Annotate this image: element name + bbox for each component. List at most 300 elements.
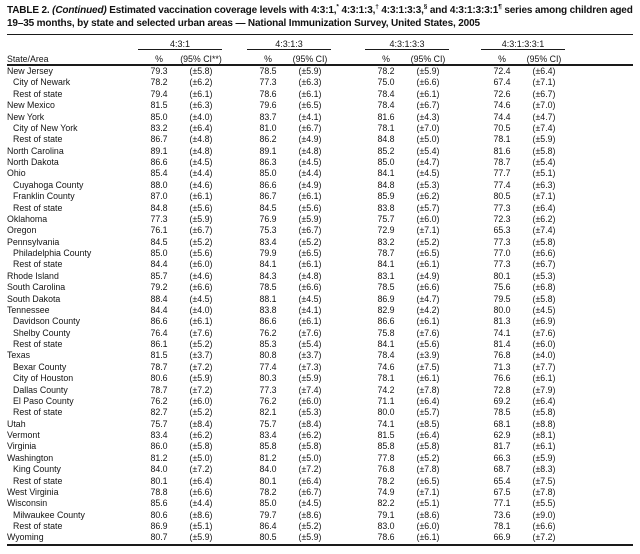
pct-cell: 80.6 [150,373,168,384]
table-row [7,476,633,487]
pct-cell: 78.4 [377,100,395,111]
ci-cell: (±4.7) [416,157,440,167]
ci-cell: (±7.8) [416,464,440,475]
area-cell: Franklin County [13,191,75,202]
spacer-cell [331,316,365,327]
pct-cell: 66.9 [493,532,511,543]
table-row [7,407,633,418]
title-label: TABLE 2. [7,5,53,16]
spacer-cell [222,419,247,430]
pct-cell: 76.8 [493,350,511,361]
spacer-cell [449,259,481,270]
pct-cell: 78.6 [259,88,277,99]
pct-cell: 74.4 [493,111,511,122]
pct-cell: 80.3 [259,373,277,384]
spacer-cell [222,498,247,509]
pct-cell: 78.2 [150,77,168,88]
spacer-cell [222,134,247,145]
ci-cell: (±5.7) [416,407,440,418]
ci-cell: (±5.7) [416,202,440,213]
pct-cell: 86.2 [259,134,277,145]
ci-cell: (±6.6) [416,77,440,88]
pct-cell: 76.2 [150,395,168,406]
area-cell: New Mexico [7,100,55,111]
spacer-cell [565,65,633,77]
pct-cell: 82.2 [377,498,395,509]
pct-cell: 83.4 [150,430,168,440]
title-text-5: series among children aged 19–35 months, by state and selected urban areas — National Immunization Survey, United States, 2005 [7,5,633,29]
spacer-cell [331,180,365,191]
spacer-cell [565,157,633,168]
pct-cell: 75.8 [377,327,395,338]
pct-cell: 77.3 [150,213,168,224]
ci-cell: (±5.9) [532,134,556,145]
ci-cell: (±4.5) [298,293,322,304]
ci-cell: (±6.7) [298,122,322,133]
ci-cell: (±3.9) [416,350,440,361]
ci-cell: (±5.2) [298,521,322,531]
pct-cell: 88.1 [259,293,277,304]
series-header-spacer [565,35,633,50]
area-cell: City of Houston [13,373,74,384]
spacer-cell [222,476,247,487]
ci-cell: (±5.1) [532,168,556,179]
pct-cell: 86.6 [150,157,168,167]
spacer-cell [222,487,247,498]
spacer-cell [222,259,247,270]
pct-cell: 72.3 [493,213,511,224]
pct-cell: 74.9 [377,486,395,497]
ci-cell: (±7.1) [416,486,440,497]
ci-cell: (±6.6) [298,282,322,293]
ci-cell: (±4.7) [416,293,440,304]
pct-cell: 81.3 [493,316,511,327]
pct-cell: 85.6 [150,498,168,509]
spacer-cell [449,498,481,509]
spacer-cell [222,123,247,134]
pct-cell: 84.4 [150,304,168,315]
area-cell: Wisconsin [7,498,48,509]
pct-header-4: % [481,50,523,66]
pct-cell: 77.4 [493,179,511,190]
ci-cell: (±6.1) [532,441,556,452]
ci-cell: (±7.0) [532,100,556,111]
pct-cell: 76.2 [259,395,277,406]
pct-cell: 86.7 [259,191,277,202]
ci-cell: (±6.0) [416,521,440,531]
pct-cell: 80.5 [259,532,277,543]
pct-cell: 83.8 [259,304,277,315]
pct-cell: 83.2 [150,122,168,133]
spacer-cell [449,112,481,123]
pct-cell: 75.6 [493,282,511,293]
vaccination-coverage-table [7,34,633,546]
table-row [7,203,633,214]
pct-cell: 79.7 [259,509,277,520]
pct-cell: 84.1 [377,168,395,179]
spacer-cell [331,65,365,77]
series-header-431: 4:3:1 [138,35,222,50]
ci-cell: (±8.5) [416,418,440,429]
ci-cell: (±7.1) [416,225,440,236]
area-cell: El Paso County [13,395,74,406]
table-row [7,373,633,384]
spacer-cell [449,487,481,498]
spacer-cell [331,271,365,282]
spacer-cell [331,203,365,214]
pct-cell: 77.0 [493,248,511,258]
table-row [7,328,633,339]
area-cell: Rhode Island [7,270,59,281]
spacer-cell [565,146,633,157]
area-cell: Pennsylvania [7,236,60,247]
area-cell: Rest of state [13,259,63,270]
series-header-spacer [222,35,247,50]
spacer-cell [449,77,481,88]
pct-cell: 85.8 [377,441,395,452]
table-row [7,168,633,179]
ci-cell: (±5.9) [532,452,556,463]
area-cell: North Carolina [7,145,64,156]
spacer-cell [222,180,247,191]
pct-cell: 78.6 [377,532,395,543]
spacer-cell [331,225,365,236]
table-row [7,362,633,373]
spacer-cell [449,430,481,441]
table-row [7,487,633,498]
area-cell: Virginia [7,441,37,452]
ci-cell: (±5.2) [189,236,213,247]
spacer-cell [449,100,481,111]
spacer-cell [565,510,633,521]
spacer-cell [565,180,633,191]
pct-cell: 86.9 [377,293,395,304]
ci-cell: (±6.1) [298,88,322,99]
pct-cell: 82.9 [377,304,395,315]
area-cell: City of New York [13,122,78,133]
pct-cell: 73.6 [493,509,511,520]
ci-cell: (±7.2) [298,464,322,475]
ci-cell: (±8.8) [532,418,556,429]
series-header-431331: 4:3:1:3:3:1 [481,35,565,50]
ci-cell: (±7.5) [532,475,556,486]
pct-cell: 85.0 [150,248,168,258]
ci-cell: (±5.1) [416,498,440,509]
spacer-cell [449,123,481,134]
table-row [7,214,633,225]
ci-cell: (±8.1) [532,430,556,440]
pct-cell: 74.1 [377,418,395,429]
pct-cell: 79.3 [150,66,168,76]
pct-cell: 78.2 [377,66,395,76]
ci-cell: (±4.1) [298,304,322,315]
ci-cell: (±3.7) [298,350,322,361]
ci-cell: (±6.7) [532,259,556,270]
pct-cell: 67.4 [493,77,511,88]
spacer-cell [222,146,247,157]
pct-cell: 86.6 [377,316,395,327]
pct-cell: 83.4 [259,430,277,440]
pct-cell: 76.2 [259,327,277,338]
pct-cell: 84.0 [150,464,168,475]
ci-cell: (±6.1) [416,259,440,270]
table-row [7,464,633,475]
spacer-cell [449,385,481,396]
pct-cell: 82.1 [259,407,277,418]
ci-cell: (±7.6) [189,327,213,338]
spacer-cell [222,157,247,168]
ci-cell: (±6.0) [298,395,322,406]
state-area-header: State/Area [7,50,138,66]
table-row [7,430,633,441]
spacer-cell [565,271,633,282]
pct-cell: 75.7 [377,213,395,224]
spacer-cell [331,282,365,293]
pct-cell: 84.8 [377,179,395,190]
pct-header-1: % [138,50,180,66]
pct-cell: 89.1 [259,145,277,156]
area-cell: New Jersey [7,66,53,76]
spacer-cell [449,157,481,168]
pct-cell: 76.6 [493,373,511,384]
ci-cell: (±8.4) [298,418,322,429]
ci-cell: (±5.9) [189,532,213,543]
ci-cell: (±4.4) [189,168,213,179]
spacer-cell [331,157,365,168]
table-row [7,100,633,111]
pct-cell: 78.4 [377,88,395,99]
ci-cell: (±4.8) [298,270,322,281]
table-row [7,339,633,350]
spacer-cell [565,248,633,259]
ci-cell: (±6.1) [416,373,440,384]
table-row [7,271,633,282]
pct-cell: 66.3 [493,452,511,463]
pct-cell: 78.5 [493,407,511,418]
spacer-cell [331,498,365,509]
ci-cell: (±4.9) [416,270,440,281]
spacer-cell [565,464,633,475]
spacer-cell [565,123,633,134]
area-cell: King County [13,464,61,475]
pct-cell: 78.5 [259,282,277,293]
column-header-spacer [331,50,365,66]
ci-cell: (±4.5) [189,157,213,167]
ci-cell: (±6.7) [532,88,556,99]
spacer-cell [331,476,365,487]
spacer-cell [565,396,633,407]
spacer-cell [565,373,633,384]
pct-cell: 84.3 [259,270,277,281]
pct-cell: 83.7 [259,111,277,122]
spacer-cell [449,168,481,179]
area-cell: Texas [7,350,30,361]
area-cell: Dallas County [13,384,68,395]
ci-cell: (±8.6) [189,509,213,520]
table-row [7,305,633,316]
area-cell: Washington [7,452,54,463]
pct-cell: 85.7 [150,270,168,281]
pct-cell: 85.0 [259,168,277,179]
pct-cell: 83.0 [377,521,395,531]
pct-cell: 78.7 [150,361,168,372]
pct-cell: 71.3 [493,361,511,372]
area-cell: Shelby County [13,327,71,338]
pct-cell: 67.5 [493,486,511,497]
spacer-cell [331,305,365,316]
pct-cell: 81.6 [377,111,395,122]
ci-cell: (±4.4) [298,168,322,179]
ci-cell: (±7.2) [189,361,213,372]
pct-cell: 72.4 [493,66,511,76]
ci-cell: (±6.1) [298,259,322,270]
pct-cell: 81.5 [150,350,168,361]
ci-cell: (±7.2) [189,384,213,395]
pct-cell: 77.3 [493,259,511,270]
spacer-cell [222,191,247,202]
pct-cell: 78.8 [150,486,168,497]
column-header-spacer [449,50,481,66]
spacer-cell [222,237,247,248]
spacer-cell [222,282,247,293]
ci-cell: (±6.1) [189,88,213,99]
ci-cell: (±7.6) [298,327,322,338]
pct-cell: 72.8 [493,384,511,395]
pct-cell: 78.5 [377,282,395,293]
table-row [7,453,633,464]
pct-cell: 81.5 [377,430,395,440]
ci-cell: (±6.1) [416,316,440,327]
ci-cell: (±6.2) [189,430,213,440]
footnote-marker-asterisk: * [336,3,339,11]
ci-cell: (±5.3) [532,270,556,281]
ci-cell: (±5.8) [189,66,213,76]
spacer-cell [222,328,247,339]
spacer-cell [449,134,481,145]
table-row [7,419,633,430]
spacer-cell [565,430,633,441]
title-text-2: 4:3:1:3, [338,5,376,16]
spacer-cell [565,476,633,487]
pct-cell: 86.3 [259,157,277,167]
area-cell: Oregon [7,225,37,236]
ci-cell: (±6.5) [298,100,322,111]
spacer-cell [565,362,633,373]
spacer-cell [449,237,481,248]
spacer-cell [222,339,247,350]
pct-cell: 78.2 [377,475,395,486]
ci-cell: (±6.8) [532,282,556,293]
ci-cell: (±4.8) [189,145,213,156]
spacer-cell [565,407,633,418]
pct-cell: 74.6 [377,361,395,372]
pct-cell: 81.5 [150,100,168,111]
ci-cell: (±6.7) [416,100,440,111]
area-cell: Rest of state [13,134,63,145]
table-row [7,441,633,452]
spacer-cell [222,453,247,464]
spacer-cell [222,362,247,373]
ci-cell: (±7.3) [298,361,322,372]
ci-cell: (±5.6) [189,248,213,258]
ci-cell: (±5.0) [189,452,213,463]
spacer-cell [449,316,481,327]
spacer-cell [565,112,633,123]
ci-cell: (±6.2) [532,213,556,224]
ci-cell: (±5.9) [298,373,322,384]
spacer-cell [222,203,247,214]
pct-cell: 86.6 [259,179,277,190]
ci-cell: (±5.8) [298,441,322,452]
spacer-cell [331,487,365,498]
pct-cell: 68.1 [493,418,511,429]
ci-cell: (±6.1) [298,316,322,327]
series-header-spacer [7,35,138,50]
spacer-cell [449,419,481,430]
spacer-cell [449,373,481,384]
pct-cell: 77.4 [259,361,277,372]
ci-cell: (±6.7) [189,225,213,236]
ci-cell: (±7.1) [532,191,556,202]
ci-header-4: (95% CI) [523,50,565,66]
ci-cell: (±5.5) [532,498,556,509]
area-cell: New York [7,111,45,122]
area-cell: Rest of state [13,88,63,99]
ci-cell: (±5.4) [298,339,322,349]
pct-cell: 79.4 [150,88,168,99]
ci-cell: (±7.6) [416,327,440,338]
spacer-cell [449,146,481,157]
ci-cell: (±4.0) [189,304,213,315]
pct-cell: 70.5 [493,122,511,133]
ci-cell: (±6.4) [189,122,213,133]
pct-cell: 62.9 [493,430,511,440]
ci-cell: (±6.6) [532,248,556,258]
spacer-cell [449,464,481,475]
pct-cell: 81.2 [259,452,277,463]
ci-cell: (±5.4) [532,157,556,167]
pct-cell: 87.0 [150,191,168,202]
table-row [7,521,633,532]
pct-cell: 78.1 [493,521,511,531]
ci-cell: (±5.2) [298,236,322,247]
spacer-cell [222,385,247,396]
spacer-cell [331,168,365,179]
pct-cell: 86.9 [150,521,168,531]
area-cell: Oklahoma [7,213,48,224]
spacer-cell [331,510,365,521]
area-cell: South Carolina [7,282,66,293]
spacer-cell [222,89,247,100]
ci-cell: (±4.0) [189,111,213,122]
table-row [7,498,633,509]
pct-cell: 84.1 [377,259,395,270]
pct-cell: 77.7 [493,168,511,179]
spacer-cell [331,430,365,441]
pct-cell: 80.1 [259,475,277,486]
table-row [7,248,633,259]
pct-cell: 79.6 [259,100,277,111]
ci-cell: (±5.9) [298,213,322,224]
footnote-marker-pilcrow: ¶ [498,3,502,11]
pct-cell: 75.7 [150,418,168,429]
ci-cell: (±8.4) [189,418,213,429]
spacer-cell [331,328,365,339]
area-cell: Cuyahoga County [13,179,84,190]
ci-cell: (±5.8) [532,236,556,247]
title-text-3: 4:3:1:3:3, [378,5,424,16]
area-cell: West Virginia [7,486,59,497]
